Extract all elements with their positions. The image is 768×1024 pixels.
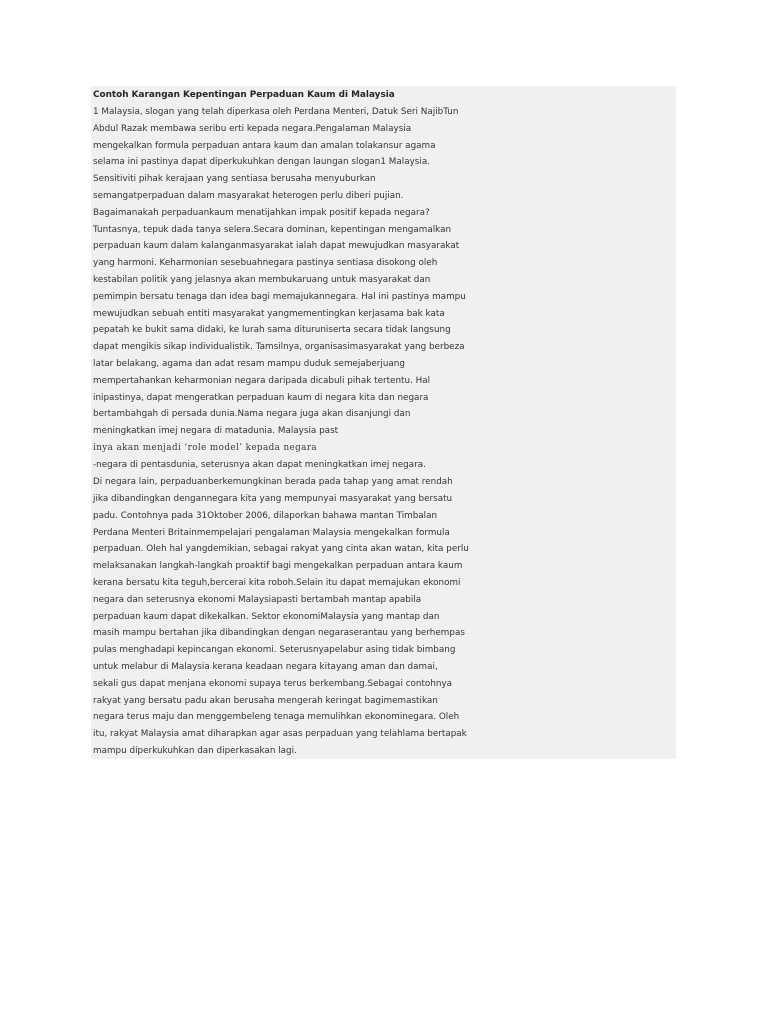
text-line: perpaduan kaum dalam kalanganmasyarakat ialah dapat mewujudkan masyarakat: [93, 241, 460, 252]
text-line: kerana bersatu kita teguh,bercerai kita roboh.Selain itu dapat memajukan ekonomi: [93, 578, 461, 589]
text-line: 1 Malaysia, slogan yang telah diperkasa oleh Perdana Menteri, Datuk Seri NajibTun: [93, 107, 459, 117]
text-line: Perdana Menteri Britainmempelajari pengalaman Malaysia mengekalkan formula: [93, 527, 450, 538]
text-line: latar belakang, agama dan adat resam mampu duduk semejaberjuang: [93, 358, 405, 369]
text-line: padu. Contohnya pada 31Oktober 2006, dilaporkan bahawa mantan Timbalan: [93, 510, 438, 521]
text-line: pulas menghadapi kepincangan ekonomi. Seterusnyapelabur asing tidak bimbang: [93, 645, 456, 656]
text-line: perpaduan kaum dapat dikekalkan. Sektor ekonomiMalaysia yang mantap dan: [93, 611, 440, 622]
text-line: rakyat yang bersatu padu akan berusaha mengerah keringat bagimemastikan: [93, 695, 438, 706]
text-line: Sensitiviti pihak kerajaan yang sentiasa berusaha menyuburkan: [93, 174, 376, 185]
text-line: itu, rakyat Malaysia amat diharapkan agar asas perpaduan yang telahlama bertapak: [93, 729, 467, 740]
text-line: kestabilan politik yang jelasnya akan membukaruang untuk masyarakat dan: [93, 274, 431, 285]
text-line: semangatperpaduan dalam masyarakat heterogen perlu diberi pujian.: [93, 190, 404, 201]
document-title: Contoh Karangan Kepentingan Perpaduan Kaum di Malaysia: [93, 90, 395, 100]
text-line: negara terus maju dan menggembeleng tenaga memulihkan ekonominegara. Oleh: [93, 712, 460, 723]
text-line: jika dibandingkan dengannegara kita yang mempunyai masyarakat yang bersatu: [93, 494, 453, 505]
text-line: pemimpin bersatu tenaga dan idea bagi memajukannegara. Hal ini pastinya mampu: [93, 291, 466, 302]
text-line: mampu diperkukuhkan dan diperkasakan lagi.: [93, 745, 297, 756]
text-line: Tuntasnya, tepuk dada tanya selera.Secara dominan, kepentingan mengamalkan: [93, 224, 452, 235]
text-line: inipastinya, dapat mengeratkan perpaduan kaum di negara kita dan negara: [93, 392, 429, 403]
text-line: dapat mengikis sikap individualistik. Tamsilnya, organisasimasyarakat yang berbeza: [93, 342, 465, 353]
document-body: [93, 104, 676, 759]
text-line: yang harmoni. Keharmonian sesebuahnegara pastinya sentiasa disokong oleh: [93, 258, 438, 269]
text-line: untuk melabur di Malaysia kerana keadaan negara kitayang aman dan damai,: [93, 662, 438, 672]
text-line: selama ini pastinya dapat diperkukuhkan dengan laungan slogan1 Malaysia.: [93, 157, 431, 168]
text-line: perpaduan. Oleh hal yangdemikian, sebagai rakyat yang cinta akan watan, kita perlu: [93, 544, 469, 555]
text-line: mewujudkan sebuah entiti masyarakat yangmementingkan kerjasama bak kata: [93, 308, 445, 319]
text-line: Abdul Razak membawa seribu erti kepada negara.Pengalaman Malaysia: [93, 123, 412, 134]
text-line: -negara di pentasdunia, seterusnya akan dapat meningkatkan imej negara.: [93, 460, 426, 471]
text-line: Bagaimanakah perpaduankaum menatijahkan impak positif kepada negara?: [93, 207, 430, 218]
text-line: pepatah ke bukit sama didaki, ke lurah sama dituruniserta secara tidak langsung: [93, 325, 451, 336]
text-line: inya akan menjadi ‘role model’ kepada negara: [93, 442, 318, 453]
text-line: Di negara lain, perpaduanberkemungkinan berada pada tahap yang amat rendah: [93, 477, 453, 488]
text-line: negara dan seterusnya ekonomi Malaysiapasti bertambah mantap apabila: [93, 594, 422, 605]
text-line: mengekalkan formula perpaduan antara kaum dan amalan tolakansur agama: [93, 140, 436, 151]
text-line: masih mampu bertahan jika dibandingkan dengan negaraserantau yang berhempas: [93, 628, 465, 639]
text-line: mempertahankan keharmonian negara daripada dicabuli pihak tertentu. Hal: [93, 375, 431, 386]
text-line: melaksanakan langkah-langkah proaktif bagi mengekalkan perpaduan antara kaum: [93, 561, 463, 572]
text-line: sekali gus dapat menjana ekonomi supaya terus berkembang.Sebagai contohnya: [93, 678, 453, 689]
document-page: [91, 86, 676, 759]
text-line: bertambahgah di persada dunia.Nama negara juga akan disanjungi dan: [93, 409, 411, 420]
text-line: meningkatkan imej negara di matadunia. Malaysia past: [93, 426, 339, 437]
